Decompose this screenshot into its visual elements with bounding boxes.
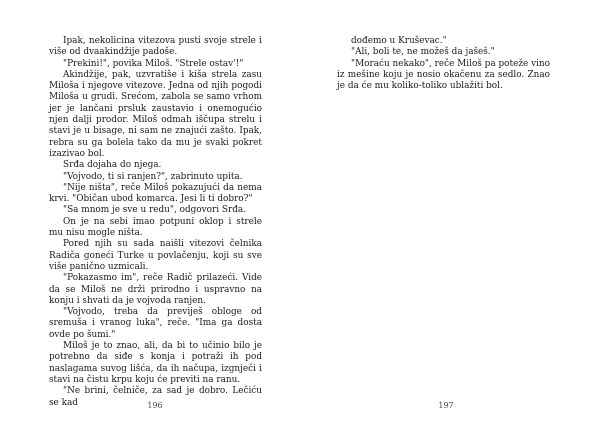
paragraph: "Ne brini, čelniče, za sad je dobro. Lečiću se kad <box>49 386 262 408</box>
paragraph: Ipak, nekolicina vitezova pusti svoje strele i više od dvaakindžije padoše. <box>49 36 262 58</box>
paragraph: Srđa dojaha do njega. <box>63 160 162 171</box>
paragraph: "Pokazasmo im", reče Radič prilazeći. Vide da se Miloš ne drži prirodno i uspravno na konju i shvati da je vojvoda ranjen. <box>49 273 262 306</box>
paragraph: "Nije ništa", reče Miloš pokazujući da nema krvi. "Običan ubod komarca. Jesi li ti dobro?" <box>49 182 262 205</box>
paragraph: "Sa mnom je sve u redu", odgovori Srđa. <box>63 205 247 216</box>
right-page-text <box>337 36 550 92</box>
page-number: 196 <box>147 401 163 410</box>
paragraph: "Moraću nekako", reče Miloš pa poteže vino iz mešine koju je nosio okačenu za sedlo. Znao je da će mu koliko-toliko ublažiti bol. <box>337 58 550 92</box>
left-page-text <box>49 36 262 409</box>
paragraph: "Vojvodo, ti si ranjen?", zabrinuto upita. <box>63 171 243 182</box>
paragraph: Akindžije, pak, uzvratiše i kiša strela zasu Miloša i njegove vitezove. Jedna od njih pogodi Miloša u grudi. Srećom, zabola se samo vrhom jer je lančani prsluk zaustavio i onemogućio njen dalji prodor. Miloš odmah iščupa strelu i stavi je u bisage, ni sam ne znajući zašto. Ipak, rebra su ga bolela tako da mu je svaki pokret izazivao bol. <box>49 69 262 159</box>
paragraph: dođemo u Kruševac." <box>351 36 447 46</box>
paragraph: On je na sebi imao potpuni oklop i strele mu nisu mogle ništa. <box>49 216 262 239</box>
paragraph: Pored njih su sada naišli vitezovi čelnika Radiča goneći Turke u povlačenju, koji su sve više panično uzmicali. <box>49 239 262 272</box>
paragraph: "Ali, boli te, ne možeš da jašeš." <box>351 47 495 58</box>
paragraph: "Prekini!", povika Miloš. "Strele ostav'!" <box>63 58 244 69</box>
page-number: 197 <box>438 401 454 410</box>
paragraph: Miloš je to znao, ali, da bi to učinio bilo je potrebno da siđe s konja i potraži ih pod naslagama suvog lišća, da ih načupa, izgnječi i stavi na čistu krpu koju će previti na ranu. <box>49 341 262 385</box>
paragraph: "Vojvodo, treba da previješ obloge od sremuša i vranog luka", reče. "Ima ga dosta ovde po šumi." <box>49 307 262 340</box>
right-page <box>300 0 600 424</box>
